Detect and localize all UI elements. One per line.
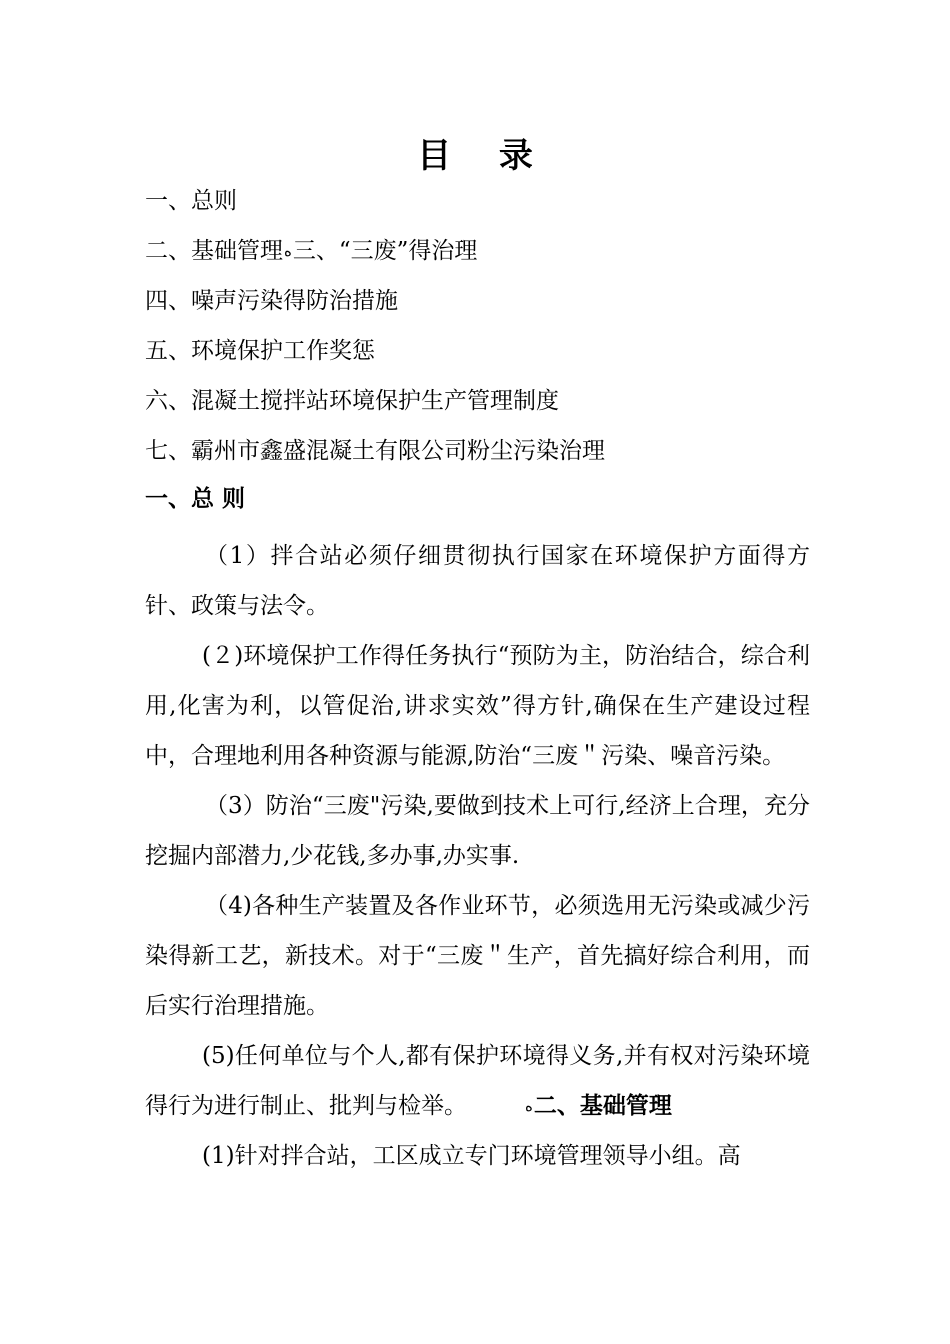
section-heading-general: 一、总 则 — [145, 485, 246, 512]
page-title: 目 录 — [417, 136, 551, 176]
toc-item-4: 四、噪声污染得防治措施 — [145, 288, 398, 314]
toc-item-7: 七、霸州市鑫盛混凝土有限公司粉尘污染治理 — [145, 438, 605, 464]
section-heading-basic-management: 二、基础管理 — [533, 1092, 672, 1119]
paragraph-1: （1）拌合站必须仔细贯彻执行国家在环境保护方面得方针、政策与法令。 — [145, 543, 810, 619]
paragraph-3: （3）防治“三废"污染,要做到技术上可行,经济上合理，充分挖掘内部潜力,少花钱,多办事,办实事. — [145, 793, 810, 869]
paragraph-2: (２)环境保护工作得任务执行“预防为主，防治结合，综合利用,化害为利，以管促治,讲求实效”得方针,确保在生产建设过程中，合理地利用各种资源与能源,防治“三废＂污染、噪音污染。 — [145, 643, 810, 769]
toc-item-2-mark: ه — [284, 242, 292, 260]
toc-item-6: 六、混凝土搅拌站环境保护生产管理制度 — [145, 388, 559, 414]
body-text — [145, 531, 810, 1181]
paragraph-5-text: (5)任何单位与个人,都有保护环境得义务,并有权对污染环境得行为进行制止、批判与检举。 — [145, 1043, 810, 1119]
toc-item-2-label: 二、基础管理 — [145, 238, 283, 264]
toc-item-1: 一、总则 — [145, 188, 237, 214]
paragraph-5-mark: ه — [525, 1097, 533, 1115]
toc-item-2 — [145, 233, 825, 283]
paragraph-6: (1)针对拌合站，工区成立专门环境管理领导小组。高 — [202, 1143, 741, 1169]
paragraph-4: （4)各种生产装置及各作业环节，必须选用无污染或减少污染得新工艺，新技术。对于“三废＂生产，首先搞好综合利用，而后实行治理措施。 — [145, 893, 810, 1019]
table-of-contents — [145, 183, 825, 483]
toc-item-5: 五、环境保护工作奖惩 — [145, 338, 375, 364]
paragraph-5 — [145, 1031, 810, 1131]
toc-item-3-label: 三、“三废”得治理 — [292, 238, 478, 264]
